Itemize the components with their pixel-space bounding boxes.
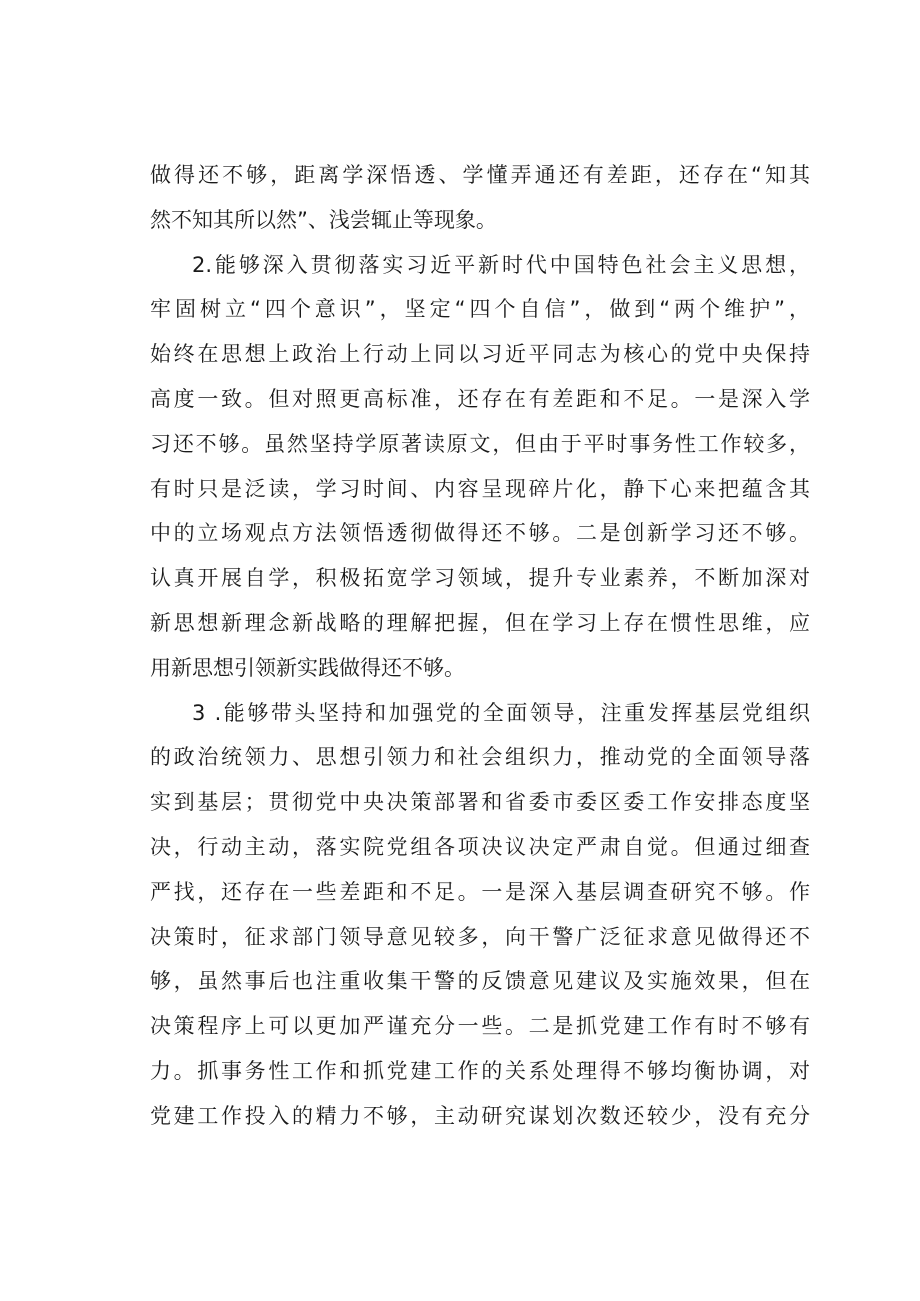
- text-line: 实到基层；贯彻党中央决策部署和省委市委区委工作安排态度坚: [150, 790, 810, 815]
- text-line: 用新思想引领新实践做得还不够。: [150, 655, 465, 680]
- text-line: 做得还不够，距离学深悟透、学懂弄通还有差距，还存在“知其: [150, 163, 810, 187]
- paragraph-1: [150, 153, 810, 243]
- text-line: 认真开展自学，积极拓宽学习领域，提升专业素养，不断加深对: [150, 566, 810, 591]
- paragraph-2: [150, 243, 810, 691]
- text-line: 严找，还存在一些差距和不足。一是深入基层调查研究不够。作: [150, 879, 810, 904]
- text-line: 决，行动主动，落实院党组各项决议决定严肃自觉。但通过细查: [150, 834, 810, 859]
- text-line: 然不知其所以然”、浅尝辄止等现象。: [150, 207, 497, 232]
- text-line: 3 .能够带头坚持和加强党的全面领导，注重发挥基层党组织: [192, 700, 810, 725]
- text-line: 始终在思想上政治上行动上同以习近平同志为核心的党中央保持: [150, 342, 810, 367]
- text-line: 有时只是泛读，学习时间、内容呈现碎片化，静下心来把蕴含其: [150, 476, 810, 501]
- document-body: [150, 153, 810, 1139]
- text-line: 够，虽然事后也注重收集干警的反馈意见建议及实施效果，但在: [150, 969, 810, 994]
- text-line: 牢固树立“四个意识”，坚定“四个自信”，做到“两个维护”，: [150, 297, 810, 322]
- text-line: 的政治统领力、思想引领力和社会组织力，推动党的全面领导落: [150, 745, 810, 770]
- paragraph-3: [150, 691, 810, 1139]
- text-line: 党建工作投入的精力不够，主动研究谋划次数还较少，没有充分: [150, 1103, 810, 1128]
- text-line: 中的立场观点方法领悟透彻做得还不够。二是创新学习还不够。: [150, 521, 810, 546]
- text-line: 高度一致。但对照更高标准，还存在有差距和不足。一是深入学: [150, 386, 810, 411]
- text-line: 2.能够深入贯彻落实习近平新时代中国特色社会主义思想，: [192, 252, 810, 277]
- text-line: 习还不够。虽然坚持学原著读原文，但由于平时事务性工作较多，: [150, 431, 810, 456]
- text-line: 决策时，征求部门领导意见较多，向干警广泛征求意见做得还不: [150, 924, 810, 949]
- text-line: 力。抓事务性工作和抓党建工作的关系处理得不够均衡协调，对: [150, 1058, 810, 1083]
- text-line: 决策程序上可以更加严谨充分一些。二是抓党建工作有时不够有: [150, 1014, 810, 1039]
- text-line: 新思想新理念新战略的理解把握，但在学习上存在惯性思维，应: [150, 610, 810, 635]
